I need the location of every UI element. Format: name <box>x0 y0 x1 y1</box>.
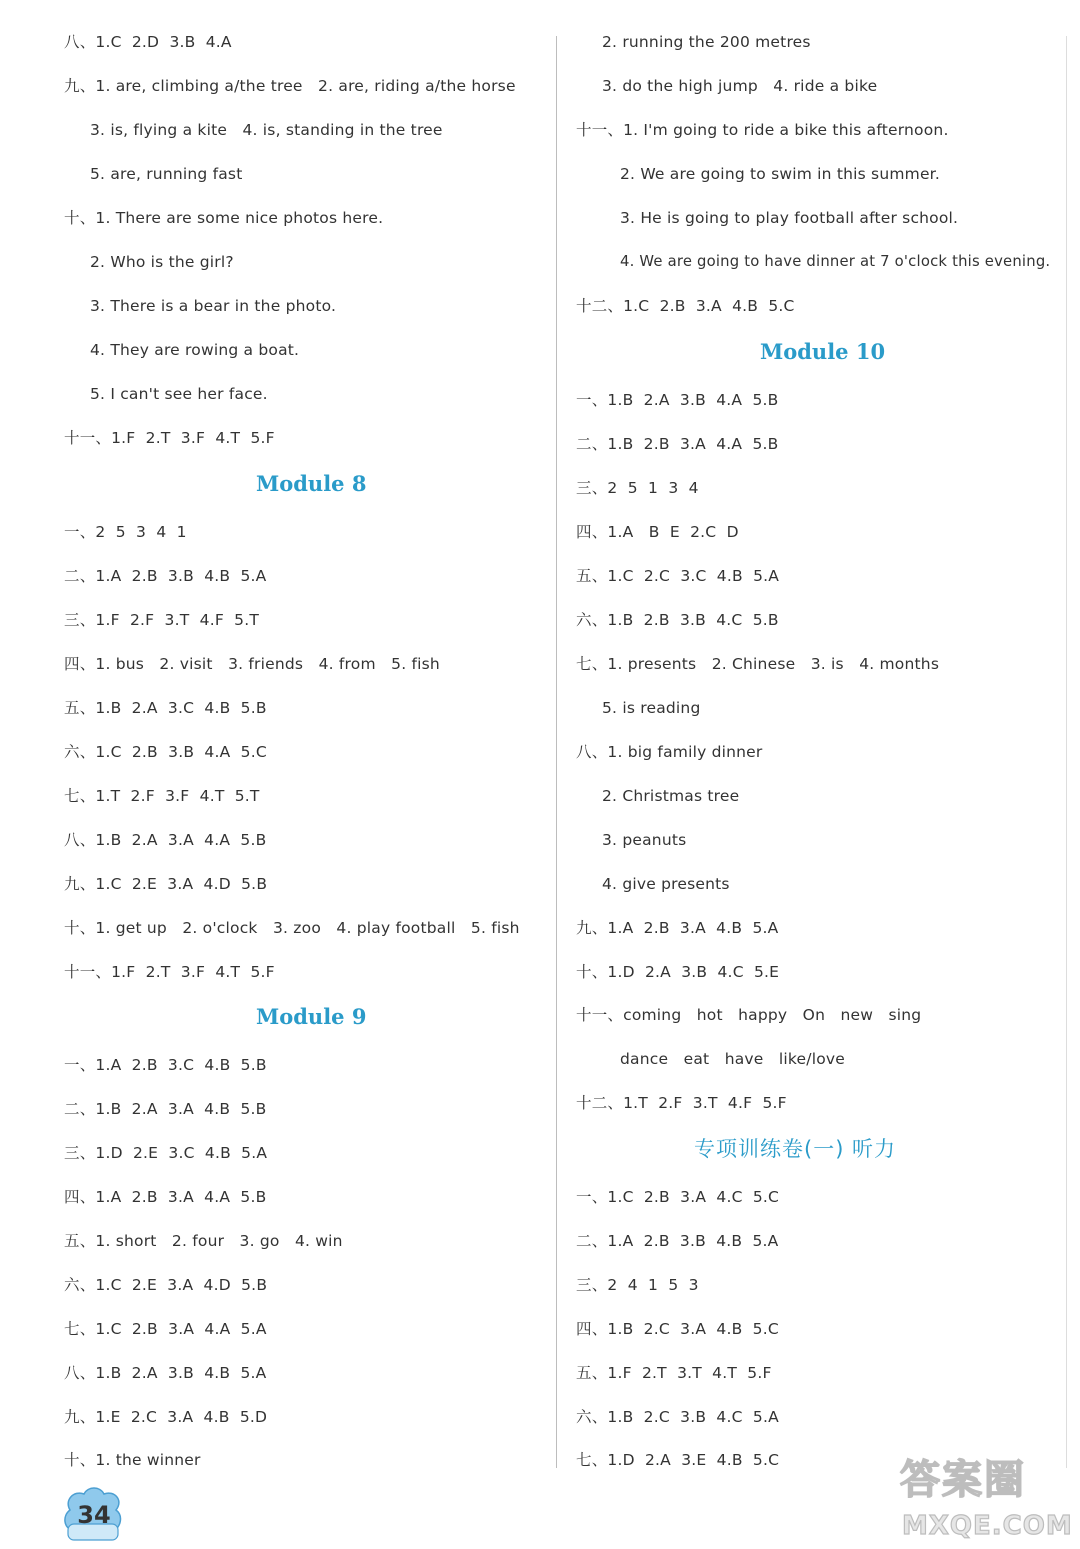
answer-line: 2. running the 200 metres <box>602 33 811 51</box>
answer-line: 七、1.D 2.A 3.E 4.B 5.C <box>576 1451 780 1469</box>
watermark-logo: 答案圈 <box>900 1457 1026 1503</box>
section-heading-listening: 专项训练卷(一) 听力 <box>694 1137 897 1161</box>
answer-line: 一、1.C 2.B 3.A 4.C 5.C <box>576 1188 780 1206</box>
answer-line: 五、1.F 2.T 3.T 4.T 5.F <box>576 1364 772 1382</box>
answer-line: 4. They are rowing a boat. <box>90 341 300 359</box>
answer-line: 二、1.B 2.B 3.A 4.A 5.B <box>576 435 779 453</box>
answer-line: dance eat have like/love <box>620 1050 845 1068</box>
answer-line: 十、1. get up 2. o'clock 3. zoo 4. play football 5. fish <box>64 919 520 937</box>
answer-line: 十一、1.F 2.T 3.F 4.T 5.F <box>64 963 275 981</box>
answer-line: 三、2 5 1 3 4 <box>576 479 699 497</box>
answer-line: 3. He is going to play football after school. <box>620 209 959 227</box>
answer-line: 四、1. bus 2. visit 3. friends 4. from 5. fish <box>64 655 440 673</box>
answer-line: 5. is reading <box>602 699 701 717</box>
answer-line: 八、1.C 2.D 3.B 4.A <box>64 33 232 51</box>
answer-line: 一、2 5 3 4 1 <box>64 523 187 541</box>
answer-line: 九、1.C 2.E 3.A 4.D 5.B <box>64 875 268 893</box>
answer-line: 四、1.A 2.B 3.A 4.A 5.B <box>64 1188 267 1206</box>
answer-line: 二、1.B 2.A 3.A 4.B 5.B <box>64 1100 267 1118</box>
answer-line: 2. Christmas tree <box>602 787 740 805</box>
answer-line: 九、1. are, climbing a/the tree 2. are, riding a/the horse <box>64 77 516 95</box>
answer-line: 三、1.D 2.E 3.C 4.B 5.A <box>64 1144 268 1162</box>
answer-line: 五、1.B 2.A 3.C 4.B 5.B <box>64 699 267 717</box>
answer-line: 五、1. short 2. four 3. go 4. win <box>64 1232 343 1250</box>
answer-line: 六、1.C 2.E 3.A 4.D 5.B <box>64 1276 268 1294</box>
answer-line: 六、1.B 2.B 3.B 4.C 5.B <box>576 611 779 629</box>
answer-line: 4. give presents <box>602 875 730 893</box>
answer-line: 八、1.B 2.A 3.B 4.B 5.A <box>64 1364 267 1382</box>
answer-line: 四、1.B 2.C 3.A 4.B 5.C <box>576 1320 779 1338</box>
answer-line: 十、1.D 2.A 3.B 4.C 5.E <box>576 963 780 981</box>
answer-line: 一、1.B 2.A 3.B 4.A 5.B <box>576 391 779 409</box>
answer-line: 二、1.A 2.B 3.B 4.B 5.A <box>576 1232 779 1250</box>
page-number: 34 <box>77 1501 111 1529</box>
answer-line: 十一、1. I'm going to ride a bike this afternoon. <box>576 121 949 139</box>
answer-line: 2. Who is the girl? <box>90 253 234 271</box>
answer-line: 3. is, flying a kite 4. is, standing in the tree <box>90 121 443 139</box>
answer-line: 十二、1.C 2.B 3.A 4.B 5.C <box>576 297 795 315</box>
page-edge-line <box>1066 36 1067 1468</box>
answer-line: 八、1.B 2.A 3.A 4.A 5.B <box>64 831 267 849</box>
answer-line: 四、1.A B E 2.C D <box>576 523 739 541</box>
answer-line: 六、1.B 2.C 3.B 4.C 5.A <box>576 1408 779 1426</box>
answer-line: 5. are, running fast <box>90 165 243 183</box>
answer-line: 五、1.C 2.C 3.C 4.B 5.A <box>576 567 780 585</box>
watermark-url: MXQE.COM <box>902 1511 1073 1541</box>
answer-line: 十、1. the winner <box>64 1451 201 1469</box>
answer-line: 七、1. presents 2. Chinese 3. is 4. months <box>576 655 940 673</box>
answer-line: 七、1.T 2.F 3.F 4.T 5.T <box>64 787 260 805</box>
answer-line: 三、2 4 1 5 3 <box>576 1276 699 1294</box>
answer-line: 七、1.C 2.B 3.A 4.A 5.A <box>64 1320 267 1338</box>
answer-line: 八、1. big family dinner <box>576 743 763 761</box>
answer-line: 十二、1.T 2.F 3.T 4.F 5.F <box>576 1094 787 1112</box>
answer-line: 十、1. There are some nice photos here. <box>64 209 384 227</box>
answer-line: 5. I can't see her face. <box>90 385 268 403</box>
answer-line: 九、1.E 2.C 3.A 4.B 5.D <box>64 1408 268 1426</box>
column-divider <box>556 36 557 1468</box>
section-heading-module-10: Module 10 <box>760 339 886 364</box>
answer-line: 3. There is a bear in the photo. <box>90 297 337 315</box>
answer-line: 六、1.C 2.B 3.B 4.A 5.C <box>64 743 267 761</box>
section-heading-module-8: Module 8 <box>256 471 367 496</box>
answer-line: 2. We are going to swim in this summer. <box>620 165 940 183</box>
answer-line: 十一、coming hot happy On new sing <box>576 1006 922 1024</box>
answer-line: 4. We are going to have dinner at 7 o'clock this evening. <box>620 253 1051 270</box>
answer-line: 一、1.A 2.B 3.C 4.B 5.B <box>64 1056 267 1074</box>
answer-line: 九、1.A 2.B 3.A 4.B 5.A <box>576 919 779 937</box>
answer-line: 3. peanuts <box>602 831 687 849</box>
section-heading-module-9: Module 9 <box>256 1004 367 1029</box>
answer-line: 二、1.A 2.B 3.B 4.B 5.A <box>64 567 267 585</box>
answer-line: 三、1.F 2.F 3.T 4.F 5.T <box>64 611 260 629</box>
answer-line: 3. do the high jump 4. ride a bike <box>602 77 878 95</box>
answer-line: 十一、1.F 2.T 3.F 4.T 5.F <box>64 429 275 447</box>
